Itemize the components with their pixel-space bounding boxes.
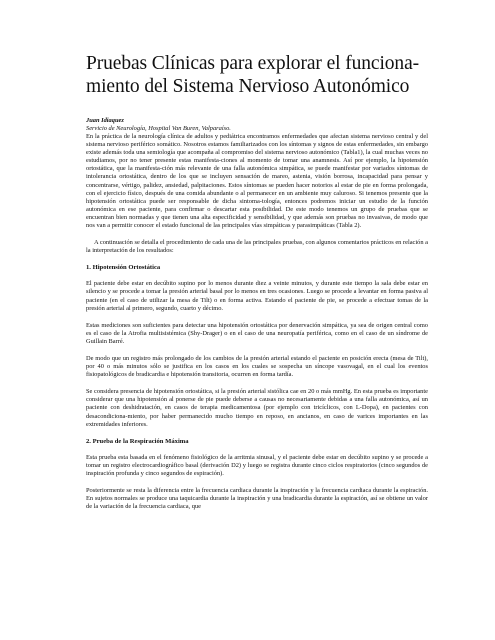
author-name: Juan Idiaquez [86,117,124,124]
document-page [86,52,428,511]
intro-paragraph-2: A continuación se detalla el procedimiento de cada una de las principales pruebas, con algunos comentarios prácticos en relación a la interpretación de los resultados: [86,239,428,255]
section-2-heading: 2. Prueba de la Respiración Máxima [86,437,189,445]
section-1-paragraph: De modo que un registro más prolongado de los cambios de la presión arterial estando el paciente en posición erecta (mesa de Tilt), por 40 o más minutos sólo se justifica en los casos en los cuales se sospecha un síncope vasovagal, en el cual los eventos fisiopatológicos de bradicardia e hipotensión transitoria, ocurren en forma tardía. [86,354,428,379]
section-1-paragraph: Se considera presencia de hipotensión ortostática, si la presión arterial sistólica cae en 20 o más mmHg. En esta prueba es importante considerar que una hipotensión al ponerse de pie puede deberse a causas no necesariamente debidas a una falla autonómica, así un paciente con deshidratación, en casos de terapia medicamentosa (por ejemplo con tricíclicos, con L-Dopa), en pacientes con desacondiciona-miento, por haber permanecido mucho tiempo en reposo, en ancianos, en caso de varices importantes en las extremidades inferiores. [86,388,428,428]
title-line-2: miento del Sistema Nervioso Autonómico [86,76,410,97]
author-affiliation: Servicio de Neurología, Hospital Van Buren, Valparaíso. [86,125,231,132]
section-1-paragraph: Estas mediciones son suficientes para detectar una hipotensión ortostática por denervación simpática, ya sea de origen central como es el caso de la Atrofia multisistémica (Shy-Drager) o en el caso de una neuropatía periférica, como en el caso de un síndrome de Guillain Barré. [86,321,428,345]
section-1-paragraph: El paciente debe estar en decúbito supino por lo menos durante diez a veinte minutos, y durante este tiempo la sala debe estar en silencio y se procede a tomar la presión arterial basal por lo menos en tres ocasiones. Luego se procede a levantar en forma pasiva al paciente (en el caso de utilizar la mesa de Tilt) o en forma activa. Estando el paciente de pie, se procede a efectuar tomas de la presión arterial al primero, segundo, cuarto y décimo. [86,280,428,312]
section-2-paragraph: Esta prueba esta basada en el fenómeno fisiológico de la arritmia sinusal, y el paciente debe estar en decúbito supino y se procede a tomar un registro electrocardiográfico basal (derivación D2) y luego se registra durante cinco ciclos respiratorios (cinco segundos de inspiración profunda y cinco segundos de espiración). [86,453,428,477]
section-2-paragraph: Posteriormente se resta la diferencia entre la frecuencia cardiaca durante la inspiración y la frecuencia cardiaca durante la espiración. En sujetos normales se produce una taquicardia durante la inspiración y una bradicardia durante la espiración, así se obtiene un valor de la variación de la frecuencia cardiaca, que [86,487,428,511]
section-1-heading: 1. Hipotensión Ortostática [86,264,161,272]
title-line-1: Pruebas Clínicas para explorar el funciona- [86,53,420,74]
intro-paragraph: En la práctica de la neurología clínica de adultos y pediátrica encontramos enfermedades que afectan sistema nervioso central y del sistema nervioso periférico somático. Nosotros estamos familiarizados con los síntomas y signos de estas enfermedades, sin embargo existe además toda una semiología que acompaña al compromiso del sistema nervioso autonómico (Tabla1), la cual muchas veces no estudiamos, por no tener presente estas manifesta-ciones al momento de tomar una anamnesis. Así por ejemplo, la hipotensión ortostática, que la manifesta-ción más relevante de una falla autonómica simpática, se puede manifestar por variados síntomas de intolerancia ortostática, dentro de los que se incluyen sensación de mareo, astenia, visión borrosa, incapacidad para pensar y concentrarse, vértigo, palidez, ansiedad, palpitaciones. Estos síntomas se pueden hacer notorios al estar de pie en forma prolongada, con el ejercicio físico, después de una comida abundante o al permanecer en un ambiente muy caluroso. Si tenemos presente que la hipotensión ortostática puede ser responsable de dicha sintoma-tología, entonces podremos iniciar un estudio de la función autonómica en ese paciente, para confirmar o descartar esta posibilidad. De este modo tenemos un grupo de pruebas que se encuentran bien normadas y que tienen una alta especificidad y sensibilidad, y que además son pruebas no invasivas, de modo que nos van a permitir conocer el estado funcional de las principales vías simpáticas y parasimpáticas (Tabla 2). [86,133,428,230]
document-title [86,52,428,98]
